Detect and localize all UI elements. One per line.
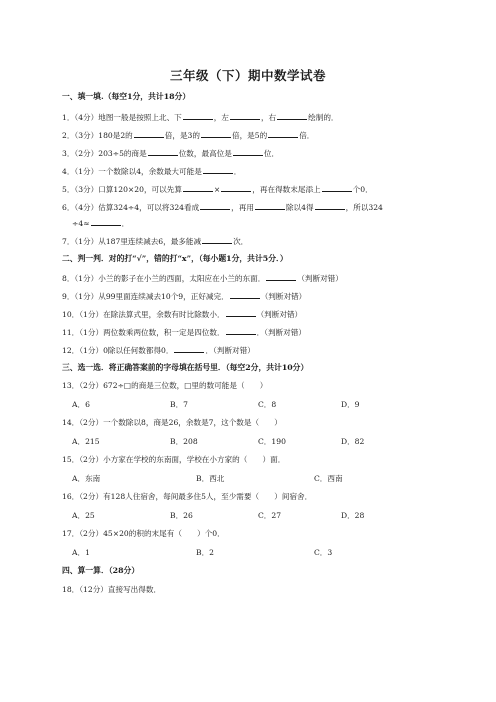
- question-10: 10．（1分）在除法算式里，余数有时比除数小． （判断对错）: [62, 310, 303, 319]
- question-17: 17．（2分）45×20的积的末尾有（ ）个0．: [62, 529, 225, 538]
- answer-blank[interactable]: [233, 148, 263, 156]
- section-1-heading: 一、填一填.（每空1分，共计18分）: [62, 92, 191, 101]
- answer-blank[interactable]: [134, 130, 164, 138]
- question-9: 9．（1分）从99里面连续减去10个9，正好减完． （判断对错）: [62, 292, 307, 301]
- answer-blank[interactable]: [226, 309, 256, 317]
- answer-blank[interactable]: [91, 218, 121, 226]
- question-14: 14．（2分）一个数除以8，商是26，余数是7，这个数是（ ）: [62, 418, 282, 427]
- option-a[interactable]: A．6: [72, 400, 90, 409]
- option-c[interactable]: C．190: [258, 437, 286, 446]
- answer-blank[interactable]: [255, 202, 285, 210]
- answer-blank[interactable]: [322, 184, 352, 192]
- answer-blank[interactable]: [277, 112, 307, 120]
- answer-blank[interactable]: [221, 184, 251, 192]
- option-d[interactable]: D．28: [341, 511, 365, 520]
- question-6: 6．（4分）估算324÷4，可以将324看成 ，再用 除以4得 ，所以324: [62, 203, 383, 212]
- option-a[interactable]: A．25: [72, 511, 95, 520]
- option-c[interactable]: C．27: [258, 511, 282, 520]
- question-8: 8．（1分）小兰的影子在小兰的西面，太阳应在小兰的东面． （判断对错）: [62, 274, 343, 283]
- question-6-continued: ÷4≈ ．: [72, 219, 130, 228]
- question-15: 15．（2分）小方家在学校的东南面，学校在小方家的（ ）面．: [62, 455, 286, 464]
- section-4-heading: 四、算一算．（28分）: [62, 566, 140, 575]
- option-a[interactable]: A．215: [72, 437, 100, 446]
- option-b[interactable]: B．26: [170, 511, 193, 520]
- option-c[interactable]: C．8: [258, 400, 277, 409]
- answer-blank[interactable]: [201, 130, 231, 138]
- answer-blank[interactable]: [230, 291, 260, 299]
- question-2: 2．（3分）180是2的 倍，是3的 倍，是5的 倍．: [62, 131, 315, 140]
- answer-blank[interactable]: [200, 202, 230, 210]
- option-b[interactable]: B．西北: [196, 474, 225, 483]
- answer-blank[interactable]: [315, 202, 345, 210]
- answer-blank[interactable]: [266, 273, 296, 281]
- option-a[interactable]: A．东南: [72, 474, 101, 483]
- question-12: 12．（1分）0除以任何数都得0． ．（判断对错）: [62, 346, 255, 355]
- option-c[interactable]: C．西南: [314, 474, 343, 483]
- question-11: 11．（1分）两位数乘两位数，积一定是四位数． ．（判断对错）: [62, 328, 306, 337]
- option-d[interactable]: D．82: [341, 437, 365, 446]
- option-b[interactable]: B．2: [196, 548, 215, 557]
- option-b[interactable]: B．7: [170, 400, 189, 409]
- answer-blank[interactable]: [148, 148, 178, 156]
- question-7: 7．（1分）从187里连续减去6，最多能减 次．: [62, 237, 249, 246]
- question-18: 18．（12分）直接写出得数．: [62, 585, 162, 594]
- section-2-heading: 二、判一判．对的打“√”，错的打“x”，（每小题1分，共计5分．）: [62, 254, 288, 263]
- answer-blank[interactable]: [203, 166, 233, 174]
- page-title: 三年级（下）期中数学试卷: [169, 68, 326, 83]
- question-1: 1．（4分）地图一般是按照上北、下 ，左 ，右 绘制的．: [62, 113, 339, 122]
- question-3: 3．（2分）203÷5的商是 位数，最高位是 位．: [62, 149, 280, 158]
- question-5: 5．（3分）口算120×20，可以先算 × ，再在得数末尾添上 个0．: [62, 185, 373, 194]
- question-4: 4．（1分）一个数除以4，余数最大可能是 ．: [62, 167, 242, 176]
- section-3-heading: 三、选一选．将正确答案前的字母填在括号里．（每空2分，共计10分）: [62, 363, 309, 372]
- answer-blank[interactable]: [174, 345, 204, 353]
- answer-blank[interactable]: [268, 130, 298, 138]
- option-b[interactable]: B．208: [170, 437, 198, 446]
- option-d[interactable]: D．9: [341, 400, 360, 409]
- answer-blank[interactable]: [202, 236, 232, 244]
- question-13: 13．（2分）672÷□的商是三位数，□里的数可能是（ ）: [62, 381, 268, 390]
- option-a[interactable]: A．1: [72, 548, 90, 557]
- answer-blank[interactable]: [230, 112, 260, 120]
- answer-blank[interactable]: [183, 184, 213, 192]
- question-16: 16．（2分）有128人住宿舍，每间最多住5人，至少需要（ ）间宿舍．: [62, 492, 313, 501]
- answer-blank[interactable]: [183, 112, 213, 120]
- option-c[interactable]: C．3: [314, 548, 333, 557]
- answer-blank[interactable]: [226, 327, 256, 335]
